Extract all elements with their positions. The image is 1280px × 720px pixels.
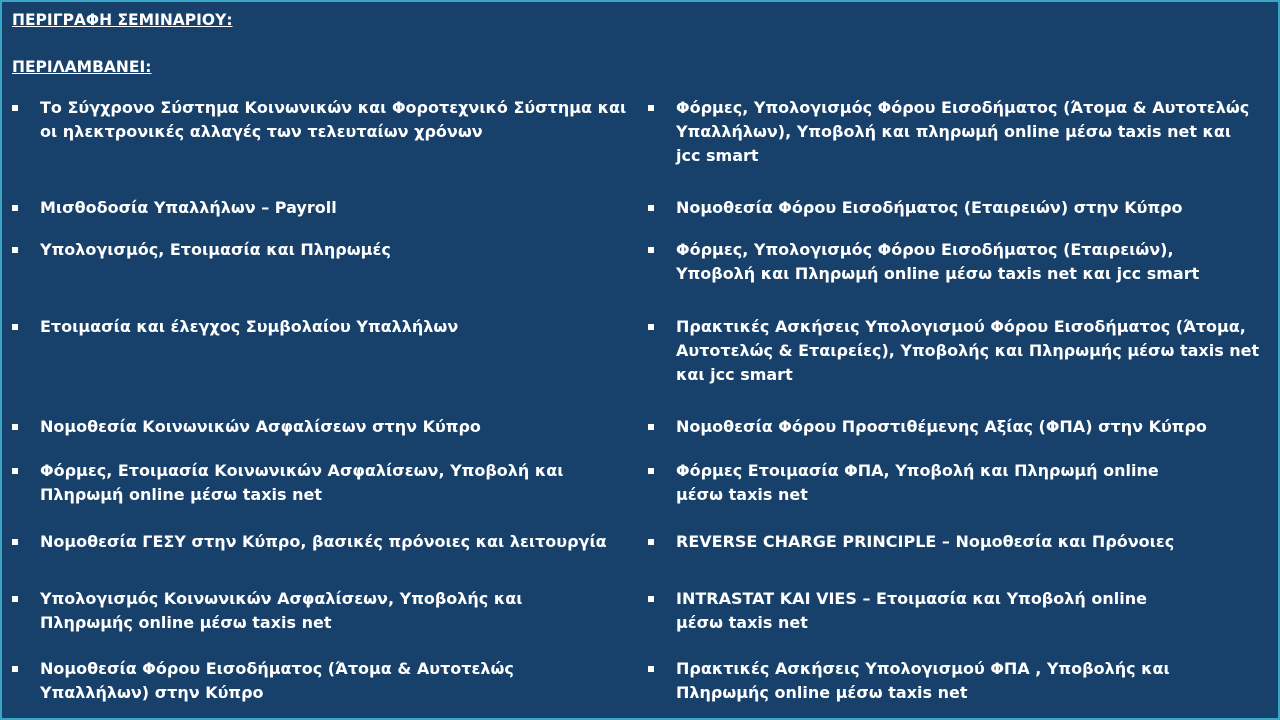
bullet-text-line: Πληρωμή online μέσω taxis net — [40, 485, 323, 504]
bullet-text-line: Πρακτικές Ασκήσεις Υπολογισμού Φόρου Εισοδήματος (Άτομα, — [676, 317, 1246, 336]
bullet-text — [676, 415, 1266, 439]
bullet-text — [676, 96, 1266, 168]
bullet-text-line: μέσω taxis net — [676, 613, 808, 632]
bullet-text-line: μέσω taxis net — [676, 485, 808, 504]
bullet-text-line: Πληρωμής online μέσω taxis net — [676, 683, 968, 702]
bullet-text-line: REVERSE CHARGE PRINCIPLE – Νομοθεσία και Πρόνοιες — [676, 532, 1175, 551]
bullet-text-line: Υποβολή και Πληρωμή online μέσω taxis net και jcc smart — [676, 264, 1200, 283]
bullet-text — [40, 315, 620, 339]
bullet-square-icon — [12, 539, 18, 545]
bullet-text-line: jcc smart — [676, 146, 759, 165]
bullet-text — [40, 657, 620, 705]
bullet-square-icon — [648, 539, 654, 545]
bullet-text-line: Ετοιμασία και έλεγχος Συμβολαίου Υπαλλήλων — [40, 317, 459, 336]
bullet-text-line: Υπαλλήλων) στην Κύπρο — [40, 683, 264, 702]
bullet-square-icon — [12, 424, 18, 430]
bullet-text — [676, 196, 1266, 220]
bullet-square-icon — [648, 247, 654, 253]
bullet-text-line: και jcc smart — [676, 365, 793, 384]
bullet-square-icon — [12, 205, 18, 211]
bullet-square-icon — [12, 666, 18, 672]
bullet-square-icon — [648, 666, 654, 672]
bullet-text — [40, 238, 620, 262]
bullet-square-icon — [12, 596, 18, 602]
bullet-text — [676, 530, 1266, 554]
bullet-text-line: Νομοθεσία Φόρου Προστιθέμενης Αξίας (ΦΠΑ) στην Κύπρο — [676, 417, 1207, 436]
bullet-text-line: Νομοθεσία Κοινωνικών Ασφαλίσεων στην Κύπρο — [40, 417, 481, 436]
bullet-square-icon — [648, 468, 654, 474]
bullet-text — [40, 530, 620, 554]
bullet-square-icon — [12, 324, 18, 330]
bullet-square-icon — [648, 105, 654, 111]
bullet-text-line: Νομοθεσία ΓΕΣΥ στην Κύπρο, βασικές πρόνοιες και λειτουργία — [40, 532, 607, 551]
bullet-text-line: Υπολογισμός Κοινωνικών Ασφαλίσεων, Υποβολής και — [40, 589, 523, 608]
bullet-text-line: Νομοθεσία Φόρου Εισοδήματος (Άτομα & Αυτοτελώς — [40, 659, 514, 678]
bullet-text — [676, 587, 1266, 635]
page-title: ΠΕΡΙΓΡΑΦΗ ΣΕΜΙΝΑΡΙΟΥ: — [12, 11, 233, 29]
bullet-text-line: Υπολογισμός, Ετοιμασία και Πληρωμές — [40, 240, 391, 259]
bullet-square-icon — [12, 468, 18, 474]
bullet-text — [676, 238, 1266, 286]
bullet-text — [40, 587, 620, 635]
bullet-text — [676, 657, 1266, 705]
bullet-text-line: Φόρμες, Υπολογισμός Φόρου Εισοδήματος (Άτομα & Αυτοτελώς — [676, 98, 1250, 117]
bullet-text-line: Φόρμες, Ετοιμασία Κοινωνικών Ασφαλίσεων, Υποβολή και — [40, 461, 564, 480]
bullet-text-line: Φόρμες, Υπολογισμός Φόρου Εισοδήματος (Εταιρειών), — [676, 240, 1174, 259]
bullet-text — [40, 96, 627, 144]
bullet-square-icon — [648, 205, 654, 211]
bullet-text-line: Πληρωμής online μέσω taxis net — [40, 613, 332, 632]
bullet-text-line: Πρακτικές Ασκήσεις Υπολογισμού ΦΠΑ , Υποβολής και — [676, 659, 1170, 678]
bullet-square-icon — [648, 424, 654, 430]
bullet-text — [40, 415, 620, 439]
page-subtitle: ΠΕΡΙΛΑΜΒΑΝΕΙ: — [12, 58, 152, 76]
bullet-text — [676, 459, 1266, 507]
bullet-text-line: Νομοθεσία Φόρου Εισοδήματος (Εταιρειών) στην Κύπρο — [676, 198, 1183, 217]
bullet-text — [40, 459, 620, 507]
bullet-text-line: Μισθοδοσία Υπαλλήλων – Payroll — [40, 198, 337, 217]
bullet-square-icon — [12, 105, 18, 111]
bullet-text — [676, 315, 1266, 387]
bullet-square-icon — [648, 596, 654, 602]
bullet-text-line: οι ηλεκτρονικές αλλαγές των τελευταίων χρόνων — [40, 122, 483, 141]
bullet-text-line: INTRASTAT ΚΑΙ VIES – Ετοιμασία και Υποβολή online — [676, 589, 1147, 608]
bullet-text — [40, 196, 620, 220]
bullet-text-line: Το Σύγχρονο Σύστημα Κοινωνικών και Φοροτεχνικό Σύστημα και — [40, 98, 627, 117]
bullet-text-line: Φόρμες Ετοιμασία ΦΠΑ, Υποβολή και Πληρωμή online — [676, 461, 1159, 480]
bullet-square-icon — [648, 324, 654, 330]
bullet-square-icon — [12, 247, 18, 253]
bullet-text-line: Αυτοτελώς & Εταιρείες), Υποβολής και Πληρωμής μέσω taxis net — [676, 341, 1260, 360]
bullet-text-line: Υπαλλήλων), Υποβολή και πληρωμή online μέσω taxis net και — [676, 122, 1232, 141]
